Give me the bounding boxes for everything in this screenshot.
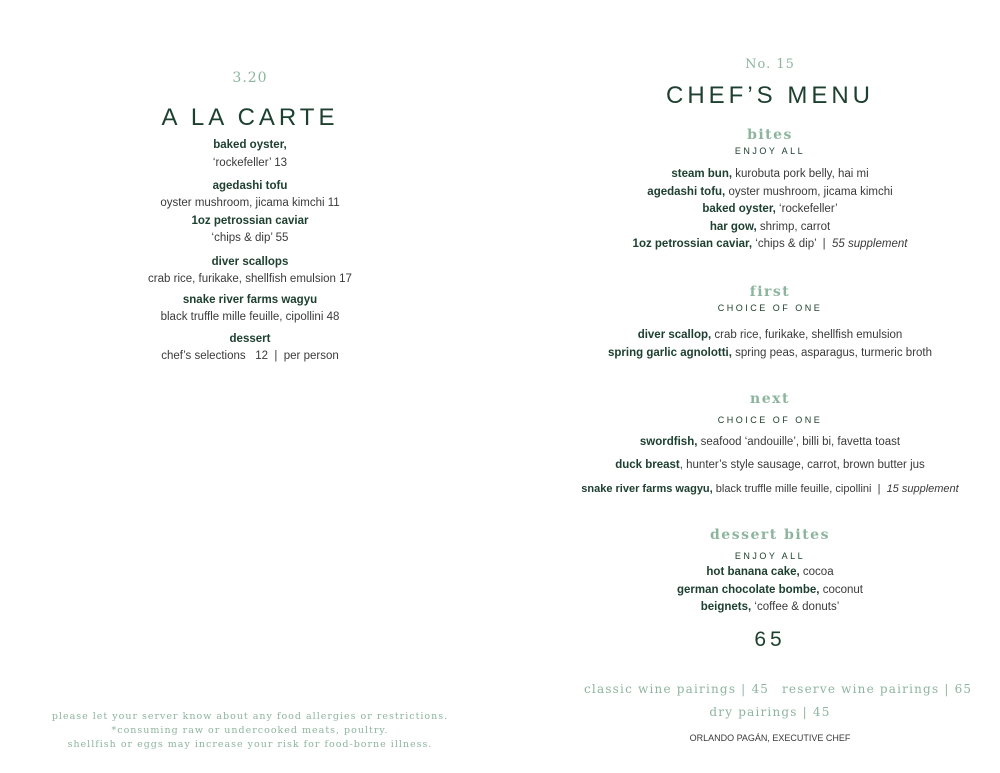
item-desc: seafood ‘andouille’, billi bi, favetta toast (697, 436, 901, 448)
section-subtitle: CHOICE OF ONE (717, 415, 823, 425)
item-desc: ‘chips & dip’ 55 (211, 232, 289, 244)
item-name: spring garlic agnolotti, (607, 346, 732, 359)
allergy-line: shellfish or eggs may increase your risk for food-borne illness. (67, 739, 433, 750)
list-item (560, 184, 980, 202)
item-desc: ‘rockefeller’ 13 (212, 157, 288, 169)
item-name: 1oz petrossian caviar, (632, 238, 753, 250)
list-item (560, 166, 980, 184)
item-desc: crab rice, furikake, shellfish emulsion (711, 329, 903, 341)
item-name: beignets, (700, 601, 752, 613)
list-item (560, 457, 980, 475)
a-la-carte-title: A LA CARTE (161, 104, 339, 131)
list-item (100, 254, 400, 288)
classic-wine-pairing: classic wine pairings | 45 (584, 682, 770, 696)
list-item (100, 331, 400, 365)
item-name: 1oz petrossian caviar (191, 215, 309, 227)
item-name: dessert (229, 333, 271, 345)
item-name: har gow, (709, 220, 757, 233)
item-desc: , hunter’s style sausage, carrot, brown butter jus (679, 459, 925, 471)
item-name: agedashi tofu (212, 180, 288, 192)
item-desc: ‘chips & dip’ | (752, 238, 832, 250)
section-subtitle: ENJOY ALL (734, 146, 806, 156)
list-item (560, 327, 980, 345)
item-name: steam bun, (671, 168, 733, 180)
list-item (560, 599, 980, 617)
item-desc: spring peas, asparagus, turmeric broth (731, 346, 933, 359)
item-desc: chef’s selections 12 | per person (161, 350, 339, 362)
item-desc: oyster mushroom, jicama kimchi (725, 185, 893, 198)
list-item (560, 201, 980, 219)
menu-price: 65 (754, 628, 786, 651)
dessert-list (560, 564, 980, 617)
item-name: baked oyster, (702, 203, 776, 215)
allergy-notice (40, 710, 460, 752)
list-item (560, 481, 980, 499)
supplement-note: 55 supplement (832, 238, 908, 250)
section-subtitle: CHOICE OF ONE (717, 303, 823, 313)
item-desc: ‘coffee & donuts’ (751, 601, 840, 613)
item-desc: ‘rockefeller’ (775, 203, 838, 215)
section-subtitle: ENJOY ALL (734, 551, 806, 561)
section-title-next: next (750, 391, 790, 407)
list-item (560, 434, 980, 452)
item-name: swordfish, (639, 436, 698, 448)
list-item (560, 582, 980, 600)
list-item (100, 178, 400, 212)
list-item (100, 137, 400, 172)
item-desc: shrimp, carrot (756, 220, 831, 233)
list-item (100, 292, 400, 326)
item-desc: black truffle mille feuille, cipollini 48 (160, 311, 340, 323)
item-name: diver scallops (211, 256, 289, 268)
item-name: snake river farms wagyu (182, 294, 318, 306)
item-name: hot banana cake, (706, 566, 800, 578)
item-name: baked oyster, (213, 139, 287, 151)
dry-pairing: dry pairings | 45 (709, 705, 831, 719)
item-name: agedashi tofu, (647, 185, 726, 198)
menu-number: No. 15 (745, 57, 795, 72)
list-item (560, 236, 980, 254)
supplement-note: 15 supplement (886, 483, 959, 495)
item-name: diver scallop, (637, 329, 712, 341)
menu-date: 3.20 (232, 70, 268, 86)
section-title-first: first (749, 284, 791, 300)
bites-list (560, 166, 980, 254)
item-desc: black truffle mille feuille, cipollini | (712, 483, 887, 495)
item-desc: kurobuta pork belly, hai mi (732, 168, 869, 180)
allergy-line: please let your server know about any food allergies or restrictions. (51, 711, 449, 722)
item-name: snake river farms wagyu, (581, 483, 713, 495)
item-desc: coconut (819, 583, 863, 596)
section-title-dessert: dessert bites (710, 527, 830, 543)
list-item (560, 345, 980, 363)
item-desc: cocoa (799, 566, 834, 578)
chefs-menu-title: CHEF’S MENU (665, 82, 874, 109)
executive-chef: ORLANDO PAGÁN, EXECUTIVE CHEF (689, 733, 851, 743)
list-item (560, 219, 980, 237)
item-desc: crab rice, furikake, shellfish emulsion 17 (148, 273, 352, 285)
reserve-wine-pairing: reserve wine pairings | 65 (782, 682, 973, 696)
item-name: duck breast (615, 459, 680, 471)
list-item (560, 564, 980, 582)
section-title-bites: bites (747, 127, 793, 143)
first-list (560, 327, 980, 362)
item-name: german chocolate bombe, (677, 583, 820, 596)
item-desc: oyster mushroom, jicama kimchi 11 (160, 197, 340, 209)
allergy-line: *consuming raw or undercooked meats, poultry. (111, 725, 389, 736)
list-item (100, 213, 400, 247)
